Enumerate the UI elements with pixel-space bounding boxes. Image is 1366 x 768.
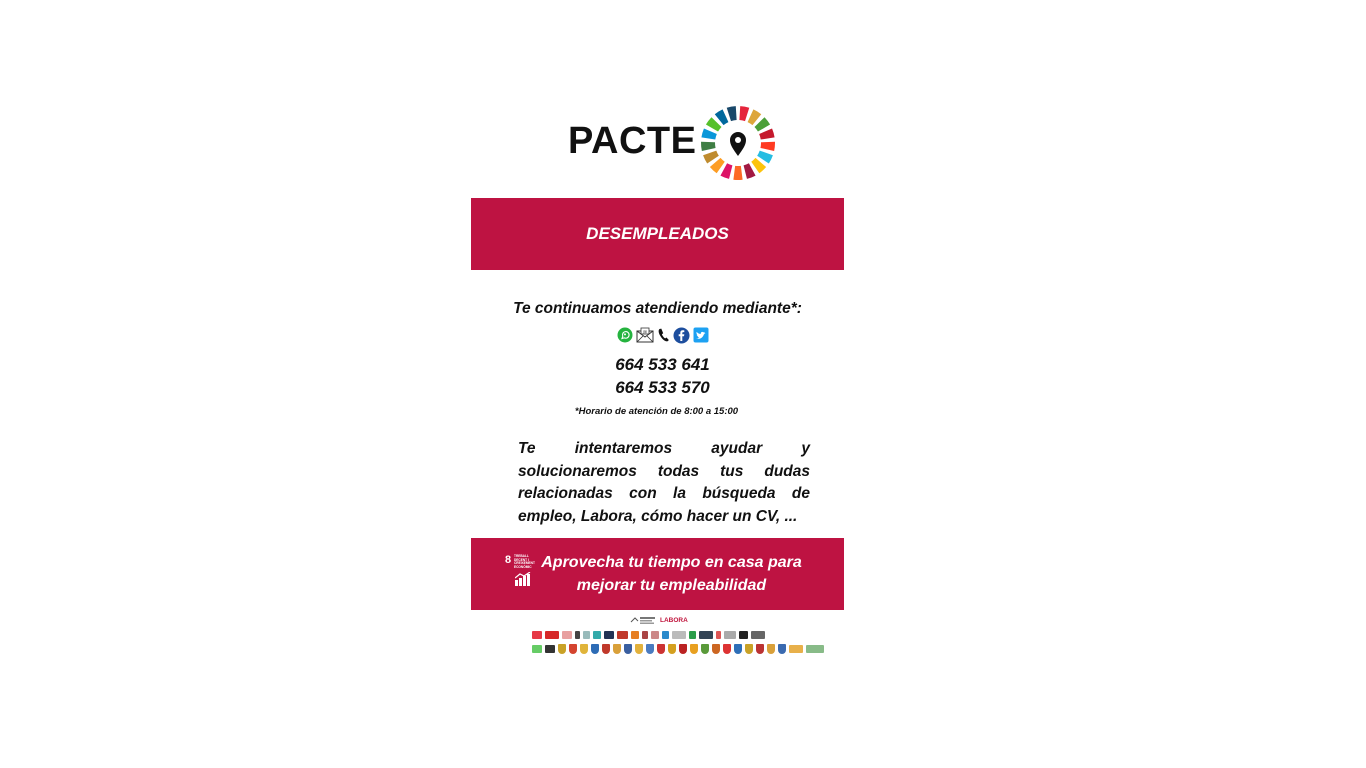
help-text: Te intentaremos ayudar y solucionaremos todas tus dudas relacionadas con la búsqueda de empleo, Labora, cómo hacer un CV, ... bbox=[518, 440, 810, 525]
partner-logo bbox=[672, 631, 686, 639]
sdg-wheel-segment bbox=[701, 142, 716, 151]
partner-logo bbox=[724, 631, 736, 639]
page-title: PACTE bbox=[568, 120, 697, 162]
partner-logo bbox=[642, 631, 648, 639]
poster bbox=[471, 96, 844, 666]
labora-logo: LABORA bbox=[660, 617, 688, 624]
sdg-wheel-segment bbox=[733, 166, 742, 180]
contact-icons bbox=[617, 326, 709, 344]
banner-line-1: Aprovecha tu tiempo en casa para bbox=[541, 554, 802, 571]
partner-logo bbox=[562, 631, 572, 639]
municipal-crest bbox=[690, 644, 698, 654]
municipal-crest bbox=[624, 644, 632, 654]
partner-logo bbox=[662, 631, 669, 639]
banner-line-2: mejorar tu empleabilidad bbox=[576, 577, 767, 594]
goal-text: TREBALL DECENT I CREIXEMENT ECONÒMIC bbox=[514, 554, 535, 569]
municipal-crest bbox=[767, 644, 775, 654]
municipal-crest bbox=[635, 644, 643, 654]
partner-logos bbox=[471, 613, 844, 663]
partner-logo bbox=[593, 631, 601, 639]
municipal-crest bbox=[756, 644, 764, 654]
sdg-wheel-segment bbox=[760, 142, 775, 151]
contact-heading: Te continuamos atendiendo mediante*: bbox=[513, 300, 802, 317]
municipal-crest bbox=[679, 644, 687, 654]
municipal-crest bbox=[569, 644, 577, 654]
whatsapp-icon[interactable] bbox=[617, 327, 633, 343]
location-pin-dot bbox=[735, 137, 741, 143]
partner-logos-row-1 bbox=[532, 631, 765, 639]
municipal-crest bbox=[723, 644, 731, 654]
phone-numbers bbox=[471, 353, 854, 399]
municipal-crest bbox=[591, 644, 599, 654]
sdg-wheel-segment bbox=[720, 163, 732, 179]
goal-number: 8 bbox=[505, 554, 512, 566]
sdg-wheel-logo bbox=[699, 104, 777, 182]
municipal-crest bbox=[701, 644, 709, 654]
phone-icon[interactable] bbox=[657, 327, 670, 343]
partner-logo bbox=[604, 631, 614, 639]
sdg-wheel-segment bbox=[751, 158, 766, 173]
sdg-wheel-segment bbox=[739, 106, 749, 121]
phone-number-1[interactable]: 664 533 641 bbox=[615, 355, 710, 374]
municipal-crest bbox=[778, 644, 786, 654]
municipal-crest bbox=[734, 644, 742, 654]
growth-chart-icon bbox=[515, 572, 531, 586]
phone-number-2[interactable]: 664 533 570 bbox=[615, 378, 710, 397]
sdg-goal-8-badge bbox=[505, 554, 541, 594]
municipal-crest bbox=[668, 644, 676, 654]
facebook-icon[interactable] bbox=[673, 327, 690, 344]
sdg-wheel-segment bbox=[759, 129, 774, 140]
sdg-wheel-segment bbox=[701, 129, 716, 140]
partner-logo bbox=[651, 631, 659, 639]
partner-logo bbox=[545, 645, 555, 653]
email-icon[interactable] bbox=[636, 327, 654, 343]
municipal-crest bbox=[745, 644, 753, 654]
location-pin-icon bbox=[730, 132, 746, 156]
partner-logos-row-2 bbox=[532, 644, 824, 654]
partner-logo bbox=[617, 631, 628, 639]
partner-logo bbox=[751, 631, 765, 639]
partner-logo bbox=[545, 631, 559, 639]
municipal-crest bbox=[646, 644, 654, 654]
banner-message bbox=[537, 551, 807, 597]
partner-logo bbox=[699, 631, 713, 639]
partner-logo bbox=[532, 631, 542, 639]
sdg-wheel-segment bbox=[727, 106, 737, 121]
municipal-crest bbox=[602, 644, 610, 654]
desempleados-banner bbox=[471, 198, 844, 270]
sponsor-logos-top bbox=[630, 616, 688, 625]
municipal-crest bbox=[657, 644, 665, 654]
sdg-wheel-segment bbox=[710, 158, 725, 173]
municipal-crest bbox=[580, 644, 588, 654]
partner-logo bbox=[575, 631, 580, 639]
partner-logo bbox=[739, 631, 748, 639]
empleabilidad-banner bbox=[471, 538, 844, 610]
partner-logo bbox=[532, 645, 542, 653]
partner-logo bbox=[806, 645, 824, 653]
svg-text:@: @ bbox=[642, 330, 648, 335]
municipal-crest bbox=[558, 644, 566, 654]
partner-logo bbox=[789, 645, 803, 653]
banner-title: DESEMPLEADOS bbox=[586, 224, 729, 243]
partner-logo bbox=[631, 631, 639, 639]
sdg-wheel-segment bbox=[744, 163, 756, 179]
partner-logo bbox=[689, 631, 696, 639]
partner-logo bbox=[583, 631, 590, 639]
municipal-crest bbox=[613, 644, 621, 654]
header bbox=[471, 96, 844, 196]
generalitat-logo bbox=[630, 616, 656, 625]
partner-logo bbox=[716, 631, 721, 639]
hours-note: *Horario de atención de 8:00 a 15:00 bbox=[574, 406, 739, 417]
municipal-crest bbox=[712, 644, 720, 654]
twitter-icon[interactable] bbox=[693, 327, 709, 343]
